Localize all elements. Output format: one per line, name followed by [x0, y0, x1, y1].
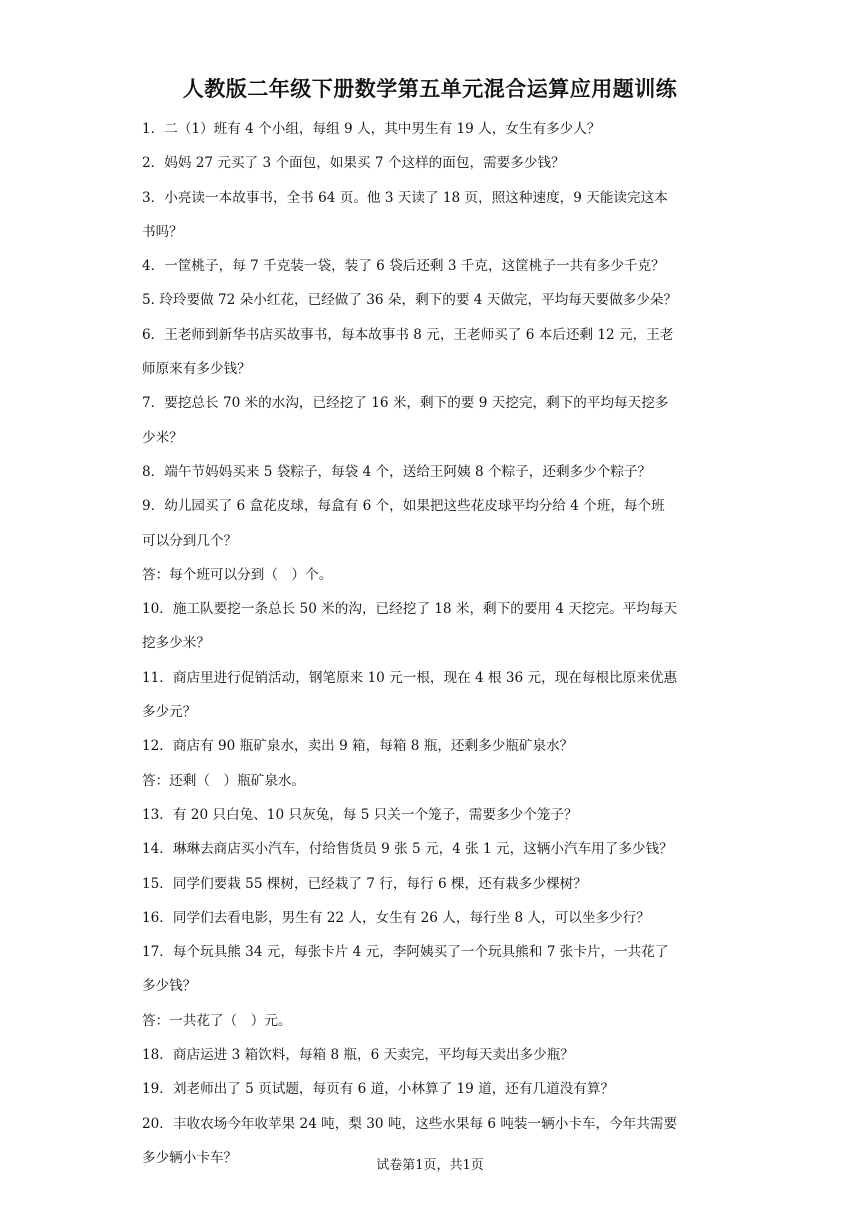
question-line: 17．每个玩具熊 34 元，每张卡片 4 元，李阿姨买了一个玩具熊和 7 张卡片，一共花了 — [142, 944, 669, 961]
question-line: 6．王老师到新华书店买故事书，每本故事书 8 元，王老师买了 6 本后还剩 12 元，王老 — [142, 326, 674, 343]
question-line: 答：还剩（ ）瓶矿泉水。 — [142, 772, 306, 789]
question-line: 10．施工队要挖一条总长 50 米的沟，已经挖了 18 米，剩下的要用 4 天挖完。平均每天 — [142, 601, 678, 618]
question-line: 2．妈妈 27 元买了 3 个面包，如果买 7 个这样的面包，需要多少钱？ — [142, 155, 565, 172]
question-line: 答：每个班可以分到（ ）个。 — [142, 566, 333, 583]
question-line: 可以分到几个？ — [142, 532, 238, 549]
page-footer: 试卷第1页，共1页 — [376, 1158, 484, 1173]
question-line: 3．小亮读一本故事书，全书 64 页。他 3 天读了 18 页，照这种速度，9 天能读完这本 — [142, 189, 668, 206]
question-line: 师原来有多少钱？ — [142, 361, 251, 378]
question-line: 5. 玲玲要做 72 朵小红花，已经做了 36 朵，剩下的要 4 天做完，平均每天要做多少朵？ — [142, 292, 678, 309]
question-line: 11．商店里进行促销活动，钢笔原来 10 元一根，现在 4 根 36 元，现在每根比原来优惠 — [142, 669, 678, 686]
question-line: 16．同学们去看电影，男生有 22 人，女生有 26 人，每行坐 8 人，可以坐多少行？ — [142, 909, 650, 926]
question-line: 4．一筐桃子，每 7 千克装一袋，装了 6 袋后还剩 3 千克，这筐桃子一共有多少千克？ — [142, 258, 665, 275]
question-line: 13．有 20 只白兔、10 只灰兔，每 5 只关一个笼子，需要多少个笼子？ — [142, 806, 578, 823]
question-line: 9．幼儿园买了 6 盒花皮球，每盒有 6 个，如果把这些花皮球平均分给 4 个班，每个班 — [142, 498, 665, 515]
question-line: 7．要挖总长 70 米的水沟，已经挖了 16 米，剩下的要 9 天挖完，剩下的平均每天挖多 — [142, 395, 669, 412]
question-line: 14．琳琳去商店买小汽车，付给售货员 9 张 5 元，4 张 1 元，这辆小汽车用了多少钱？ — [142, 841, 673, 858]
question-line: 多少钱？ — [142, 978, 197, 995]
question-line: 12．商店有 90 瓶矿泉水，卖出 9 箱，每箱 8 瓶，还剩多少瓶矿泉水？ — [142, 738, 574, 755]
question-line: 多少辆小卡车？ — [142, 1149, 238, 1166]
question-line: 1．二（1）班有 4 个小组，每组 9 人，其中男生有 19 人，女生有多少人？ — [142, 121, 601, 137]
question-line: 18．商店运进 3 箱饮料，每箱 8 瓶，6 天卖完，平均每天卖出多少瓶？ — [142, 1047, 574, 1064]
question-line: 挖多少米？ — [142, 635, 210, 652]
question-line: 19．刘老师出了 5 页试题，每页有 6 道，小林算了 19 道，还有几道没有算？ — [142, 1081, 615, 1098]
question-line: 多少元？ — [142, 704, 197, 721]
question-line: 答：一共花了（ ）元。 — [142, 1012, 292, 1029]
question-line: 少米？ — [142, 429, 183, 446]
question-line: 8．端午节妈妈买来 5 袋粽子，每袋 4 个，送给王阿姨 8 个粽子，还剩多少个粽子？ — [142, 463, 652, 480]
question-list — [142, 112, 724, 1175]
page-title: 人教版二年级下册数学第五单元混合运算应用题训练 — [182, 77, 678, 101]
question-line: 书吗？ — [142, 223, 183, 240]
question-line: 15．同学们要栽 55 棵树，已经栽了 7 行，每行 6 棵，还有栽多少棵树？ — [142, 875, 587, 892]
question-line: 20．丰收农场今年收苹果 24 吨，梨 30 吨，这些水果每 6 吨装一辆小卡车，今年共需要 — [142, 1115, 678, 1132]
